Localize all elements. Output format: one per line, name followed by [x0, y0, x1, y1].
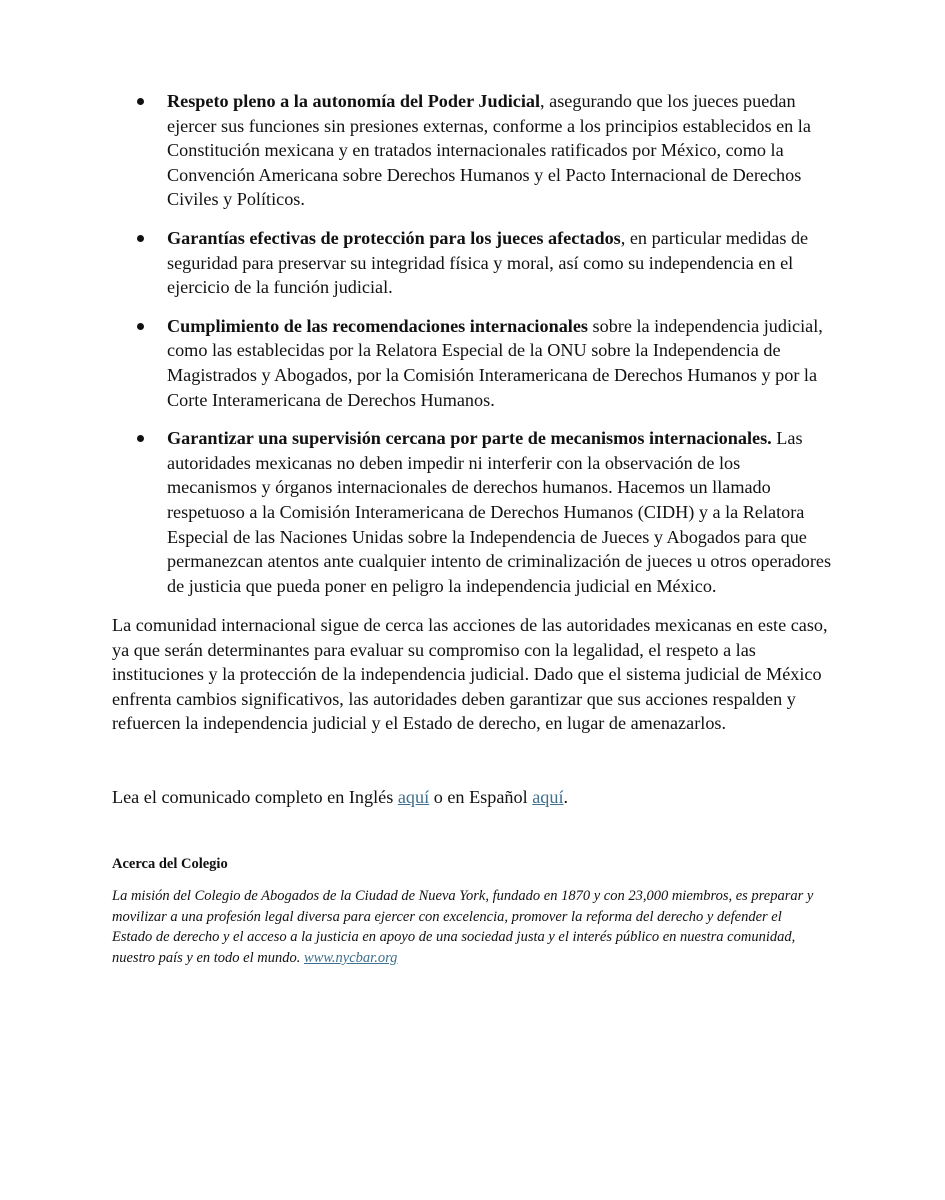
read-more-prefix: Lea el comunicado completo en Inglés [112, 787, 398, 807]
english-link[interactable]: aquí [397, 787, 430, 807]
bullet-bold-text: Garantías efectivas de protección para los jueces afectados [167, 227, 621, 248]
bullet-icon [137, 435, 144, 442]
recommendations-list [112, 89, 832, 612]
spanish-link[interactable]: aquí [532, 787, 564, 807]
list-item [112, 226, 832, 300]
bullet-bold-text: Respeto pleno a la autonomía del Poder Judicial [167, 91, 541, 111]
bullet-bold-text: Cumplimiento de las recomendaciones internacionales [167, 315, 588, 336]
closing-paragraph: La comunidad internacional sigue de cerca las acciones de las autoridades mexicanas en este caso, ya que serán determinantes para evaluar su compromiso con la legalidad, el respeto a las instituciones y la protección de la independencia judicial. Dado que el sistema judicial de México enfrenta cambios significativos, las autoridades deben garantizar que sus acciones respalden y refuercen la independencia judicial y el Estado de derecho, en lugar de amenazarlos. [112, 615, 828, 734]
bullet-icon [137, 98, 144, 105]
list-item [112, 89, 832, 212]
about-body: La misión del Colegio de Abogados de la Ciudad de Nueva York, fundado en 1870 y con 23,000 miembros, es preparar y movilizar a una profesión legal diversa para ejercer con excelencia, promover la reforma del derecho y defender el Estado de derecho y el acceso a la justicia en apoyo de una sociedad justa y el interés público en nuestra comunidad, nuestro país y en todo el mundo. [112, 888, 814, 966]
bullet-text: , asegurando que los jueces puedan ejercer sus funciones sin presiones externas, conforme a los principios establecidos en la Constitución mexicana y en tratados internacionales ratificados por México, como la Convención Americana sobre Derechos Humanos y el Pacto Internacional de Derechos Civiles y Políticos. [167, 91, 811, 210]
bullet-icon [137, 323, 144, 330]
read-more-line [112, 785, 832, 810]
bullet-text: Las autoridades mexicanas no deben impedir ni interferir con la observación de los mecanismos y órganos internacionales de derechos humanos. Hacemos un llamado respetuoso a la Comisión Interamericana de Derechos Humanos (CIDH) y a la Relatora Especial de las Naciones Unidas sobre la Independencia de Jueces y Abogados para que permanezcan atentos ante cualquier intento de criminalización de jueces u otros operadores de justicia que pueda poner en peligro la independencia judicial en México. [167, 428, 832, 596]
website-link[interactable]: www.nycbar.org [303, 949, 398, 966]
bullet-bold-text: Garantizar una supervisión cercana por parte de mecanismos internacionales. [167, 428, 772, 449]
about-text [112, 886, 824, 968]
read-more-suffix: . [563, 787, 569, 807]
about-heading: Acerca del Colegio [112, 856, 228, 872]
bullet-icon [137, 235, 144, 242]
read-more-middle: o en Español [429, 787, 533, 807]
bullet-text: , en particular medidas de seguridad para preservar su integridad física y moral, así como su independencia en el ejercicio de la función judicial. [167, 227, 809, 298]
bullet-text: sobre la independencia judicial, como las establecidas por la Relatora Especial de la ONU sobre la Independencia de Magistrados y Abogados, por la Comisión Interamericana de Derechos Humanos y por la Corte Interamericana de Derechos Humanos. [167, 315, 823, 410]
list-item [112, 426, 832, 598]
list-item [112, 314, 832, 412]
